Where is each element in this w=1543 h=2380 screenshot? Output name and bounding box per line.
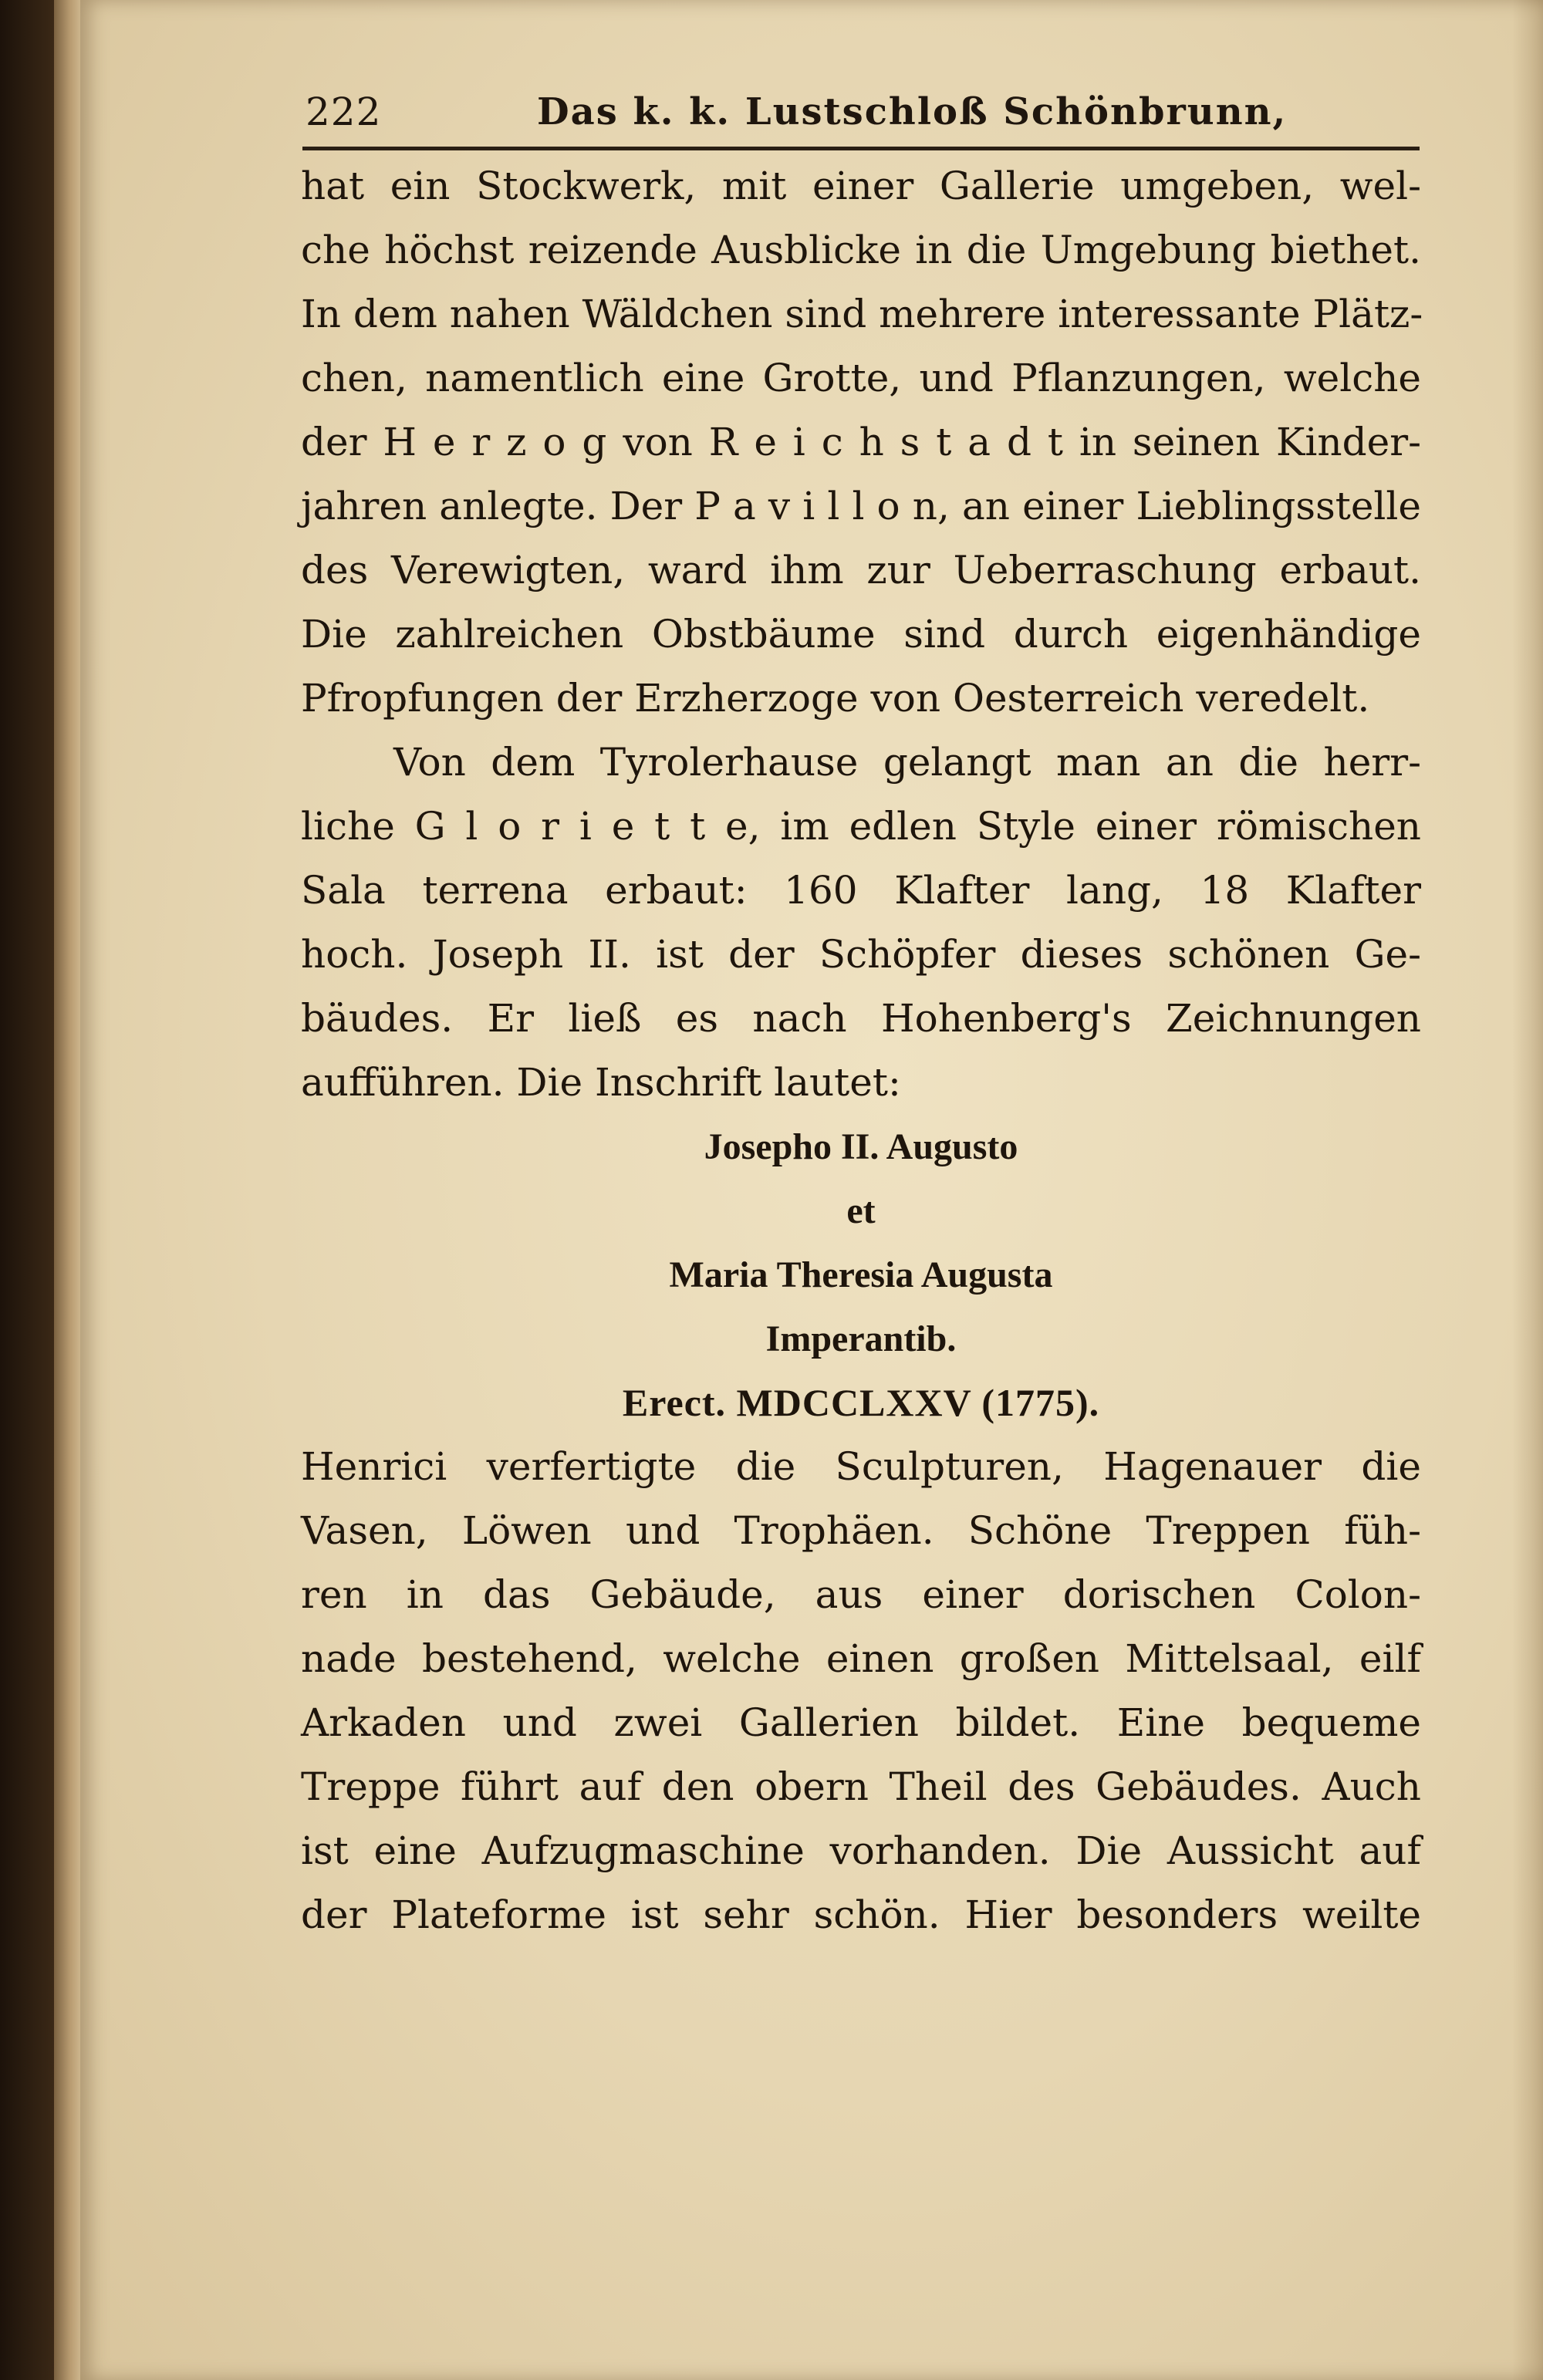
text-line: Pfropfungen der Erzherzoge von Oesterreich veredelt. — [301, 676, 1370, 721]
running-title: Das k. k. Lustschloß Schönbrunn, — [537, 90, 1288, 133]
inscription-line: Josepho II. Augusto — [704, 1126, 1018, 1167]
text-line: Die zahlreichen Obstbäume sind durch eigenhändige — [301, 612, 1421, 657]
text-line: hoch. Joseph II. ist der Schöpfer dieses schönen Ge- — [301, 932, 1421, 977]
text-line: Treppe führt auf den obern Theil des Gebäudes. Auch — [301, 1764, 1421, 1809]
inscription-line: Erect. MDCCLXXV (1775). — [622, 1381, 1100, 1424]
text-line: hat ein Stockwerk, mit einer Gallerie umgeben, wel- — [301, 164, 1421, 208]
text-line: aufführen. Die Inschrift lautet: — [301, 1060, 901, 1105]
inscription-line: Maria Theresia Augusta — [669, 1254, 1053, 1295]
text-line: Arkaden und zwei Gallerien bildet. Eine bequeme — [301, 1700, 1421, 1745]
text-line: des Verewigten, ward ihm zur Ueberraschung erbaut. — [301, 548, 1421, 592]
text-line: liche G l o r i e t t e, im edlen Style einer römischen — [301, 804, 1421, 849]
text-line: ren in das Gebäude, aus einer dorischen Colon- — [301, 1572, 1421, 1617]
text-line: Von dem Tyrolerhause gelangt man an die herr- — [393, 740, 1421, 785]
text-line: chen, namentlich eine Grotte, und Pflanzungen, welche — [301, 356, 1421, 400]
running-head — [306, 85, 1416, 147]
text-line: Henrici verfertigte die Sculpturen, Hagenauer die — [301, 1444, 1421, 1489]
inscription-line: et — [846, 1190, 876, 1231]
book-spine — [54, 0, 80, 2380]
text-line: der H e r z o g von R e i c h s t a d t in seinen Kinder- — [301, 420, 1421, 464]
text-line: ist eine Aufzugmaschine vorhanden. Die Aussicht auf — [301, 1828, 1421, 1873]
text-line: jahren anlegte. Der P a v i l l o n, an einer Lieblingsstelle — [301, 484, 1421, 528]
text-line: In dem nahen Wäldchen sind mehrere interessante Plätz- — [301, 292, 1423, 336]
text-line: Sala terrena erbaut: 160 Klafter lang, 18 Klafter — [301, 868, 1421, 913]
page-edge-shadow — [1512, 0, 1543, 2380]
text-line: nade bestehend, welche einen großen Mittelsaal, eilf — [301, 1636, 1421, 1681]
text-line: che höchst reizende Ausblicke in die Umgebung biethet. — [301, 228, 1421, 272]
text-line: der Plateforme ist sehr schön. Hier besonders weilte — [301, 1892, 1421, 1937]
body-text — [301, 154, 1421, 1947]
text-line: Vasen, Löwen und Trophäen. Schöne Treppen füh- — [301, 1508, 1421, 1553]
text-line: bäudes. Er ließ es nach Hohenberg's Zeichnungen — [301, 996, 1421, 1041]
inscription-line: Imperantib. — [765, 1318, 957, 1359]
scanner-background — [0, 0, 54, 2380]
page-number: 222 — [306, 89, 382, 134]
header-rule — [302, 147, 1420, 150]
